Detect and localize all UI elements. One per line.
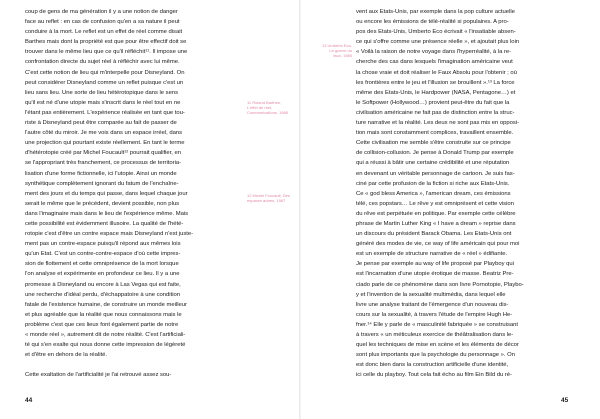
text-line: serait le même que le précédent, devient possible, non plus bbox=[25, 200, 180, 207]
left-text-column bbox=[25, 7, 237, 380]
text-line: télé, ces popstars… Le rêve y est omniprésent et cette vision bbox=[356, 200, 514, 207]
text-line: C'est cette notion de lieu qui m'interpelle pour Disneyland. On bbox=[25, 69, 185, 76]
text-line: rotopie c'est d'être un contre espace mais Disneyland n'est juste- bbox=[25, 231, 194, 238]
text-line: est un exemple de structure narrative de « réel » édifiante. bbox=[356, 251, 508, 258]
text-line: ciné par cette profusion de la fiction si riche aux Etats-Unis. bbox=[356, 180, 510, 187]
right-sidenote-1: 13 Umberto Eco, La guerre du faux, 1985 bbox=[321, 43, 352, 58]
left-paragraph-1 bbox=[25, 7, 237, 360]
text-line: et d'être en dehors de la réalité. bbox=[25, 352, 107, 359]
text-line: « monde réel », autrement dit de notre réalité. C'est l'artificiali- bbox=[25, 332, 186, 338]
text-line: à travers « un méticuleux exercice de théâtralisation dans le- bbox=[356, 332, 514, 338]
text-line: fatale de l'existence humaine, de construire un monde meilleur bbox=[25, 301, 187, 308]
text-line: riste à Disneyland peut être comparée au fait de passer de bbox=[25, 120, 177, 127]
text-line: cours sur la sexualité, à travers l'étude de l'empire Hugh He- bbox=[356, 311, 513, 318]
text-line: Cette civilisation me semble s'être construite sur ce principe bbox=[356, 140, 511, 147]
text-line: d'hétérotopie créé par Michel Foucault¹² pourrait qualifier, en bbox=[25, 150, 182, 157]
text-line: le Softpower (Hollywood…) provient peut-être du fait que la bbox=[356, 99, 510, 106]
text-line: Cette exaltation de l'artificialité je l'ai retrouvé assez sou- bbox=[25, 372, 172, 379]
right-text-column bbox=[356, 7, 570, 380]
text-line: Barthes mais dont la propriété est que pour être effectif doit se bbox=[25, 39, 187, 46]
text-line: et plus agréable que la réalité que nous connaissons mais le bbox=[25, 311, 182, 318]
text-line: quel les techniques de mise en scène et les éléments de décor bbox=[356, 342, 519, 349]
text-line: confrontation directe du sujet réel à réfléchir avec lui même. bbox=[25, 59, 180, 66]
text-line: du rêve est perpétuée en politique. Par exemple cette célèbre bbox=[356, 210, 516, 217]
text-line: ou encore les émissions de télé-réalité si populaires. A pro- bbox=[356, 19, 509, 26]
text-line: cherche des cas dans lesquels l'imagination américaine veut bbox=[356, 59, 513, 66]
left-page-number: 44 bbox=[25, 397, 33, 404]
text-line: cette possibilité est évidemment illusoire. La qualité de l'hété- bbox=[25, 220, 184, 227]
text-line: l'on analyse et expérimente en profondeur ce lieu. Il y a une bbox=[25, 271, 180, 278]
text-line: peut considérer Disneyland comme un reflet puisque c'est un bbox=[25, 79, 184, 86]
text-line: face au reflet : en cas de confusion qu'en a sa nature il peut bbox=[25, 19, 180, 26]
text-line: ce qui s'offre comme une présence réelle », et ajoutait plus loin bbox=[356, 39, 520, 46]
right-page-number: 45 bbox=[561, 397, 569, 404]
text-line: ciado parle de ce phénomène dans son livre Pornotopie, Playbo- bbox=[356, 281, 524, 288]
text-line: qu'il est né d'une utopie mais s'inscrit dans le réel tout en ne bbox=[25, 99, 181, 106]
text-line: fner.¹⁴ Elle y parle de « masculinité fabriquée » se construisant bbox=[356, 321, 519, 328]
left-sidenote-1: 11 Roland Barthes, L'effet de réel, Communications, 1968 bbox=[247, 100, 288, 115]
text-line: coup de gens de ma génération il y a une notion de danger bbox=[25, 9, 178, 15]
text-line: pos des Etats-Unis, Umberto Eco écrivait « l'insatiable absen- bbox=[356, 29, 516, 36]
text-line: ment des jours et du temps qui passe, dans lequel chaque jour bbox=[25, 190, 188, 197]
right-page bbox=[300, 0, 600, 419]
text-line: trouver dans le même lieu que ce qu'il réfléchit¹¹. Il impose une bbox=[25, 49, 188, 56]
text-line: civilisation américaine ne fait pas de distinction entre la struc- bbox=[356, 109, 515, 116]
left-paragraph-2 bbox=[25, 370, 237, 380]
text-line: l'étant pas entièrement. L'expérience réalisée en tant que tou- bbox=[25, 109, 185, 116]
left-sidenote-2: 12 Michel Foucault, Des espaces autres, 1967 bbox=[247, 193, 290, 203]
text-line: vent aux Etats-Unis, par exemple dans la pop culture actuelle bbox=[356, 9, 515, 15]
text-line: même des Etats-Unis, le Hardpower (NASA, Pentagone…) et bbox=[356, 89, 516, 96]
text-line: est donc bien dans la construction artificielle d'une identité, bbox=[356, 362, 509, 369]
text-line: problème c'est que ces lieux font également partie de notre bbox=[25, 321, 179, 328]
text-line: une projection qui pourtant existe réellement. En tant le terme bbox=[25, 140, 185, 147]
text-line: se l'appropriant très franchement, ce processus de territoria- bbox=[25, 160, 182, 167]
text-line: généré des modes de vie, ce way of life américain qui pour moi bbox=[356, 241, 520, 248]
text-line: synthétique complètement ignorant du fatum de l'enchaîne- bbox=[25, 180, 179, 187]
text-line: lieu sans lieu. Une sorte de lieu hétérotopique dans le sens bbox=[25, 89, 179, 96]
text-line: Je pense par exemple au way of life proposé par Playboy qui bbox=[356, 261, 514, 268]
text-line: phrase de Martin Luther King « I have a dream » reprise dans bbox=[356, 220, 516, 227]
text-line: ment pas un contre-espace puisqu'il répond aux mêmes lois bbox=[25, 241, 181, 248]
text-line: l'autre côté du miroir. Je me vois dans un espace irréel, dans bbox=[25, 130, 183, 137]
text-line: Ce « god bless America », l'american dream, ces émissions bbox=[356, 190, 511, 197]
text-line: une recherche d'idéal perdu, d'échappatoire à une condition bbox=[25, 291, 180, 298]
text-line: qu'un Etat. C'est un contre-contre-espace d'où cette impres- bbox=[25, 251, 181, 258]
text-line: sion de flottement et cette omniprésence de la mort lorsque bbox=[25, 261, 179, 268]
text-line: y et l'invention de la sexualité multimédia, dans lequel elle bbox=[356, 291, 506, 298]
text-line: tion mais sont constamment complices, travaillent ensemble. bbox=[356, 130, 514, 137]
text-line: lisation d'une forme fictionnelle, ici l'utopie. Ainsi un monde bbox=[25, 170, 177, 177]
text-line: conduire à la mort. Le reflet est un effet de réel comme disait bbox=[25, 29, 183, 36]
text-line: ici celle du playboy. Tout cela fait écho au film Ein Bild du ré- bbox=[356, 372, 512, 379]
text-line: promesse à Disneyland ou encore à Las Vegas qui est faite, bbox=[25, 281, 181, 288]
text-line: la chose vraie et doit réaliser le Faux Absolu pour l'obtenir ; où bbox=[356, 69, 517, 76]
text-line: ture narrative et la réalité. Les deux ne sont pas mis en opposi- bbox=[356, 120, 520, 127]
text-line: té qui s'en exalte qui nous donne cette impression de légèreté bbox=[25, 342, 186, 349]
right-paragraph-1 bbox=[356, 7, 570, 380]
text-line: sont plus importants que la psychologie du personnage ». On bbox=[356, 352, 515, 359]
text-line: un discours du président Barack Obama. Les Etats-Unis ont bbox=[356, 231, 512, 238]
text-line: en devenant un véritable personnage de cartoon. Je suis fas- bbox=[356, 170, 515, 177]
text-line: livre une analyse traitant de l'émergence d'un nouveau dis- bbox=[356, 301, 509, 308]
text-line: de collision-collusion. Je pense à Donald Trump par exemple bbox=[356, 150, 514, 157]
text-line: est l'incarnation d'une utopie érotique de masse. Beatriz Pre- bbox=[356, 271, 514, 278]
text-line: « Voilà la raison de notre voyage dans l'hyperréalité, à la re- bbox=[356, 49, 512, 56]
text-line: dans l'imaginaire mais dans le lieu de l'expérience même. Mais bbox=[25, 210, 189, 217]
text-line: les frontières entre le jeu et l'illusion se brouillent ».¹³ La force bbox=[356, 79, 515, 86]
text-line: qui a réussi à bâtir une certaine crédibilité et une réputation bbox=[356, 160, 510, 167]
